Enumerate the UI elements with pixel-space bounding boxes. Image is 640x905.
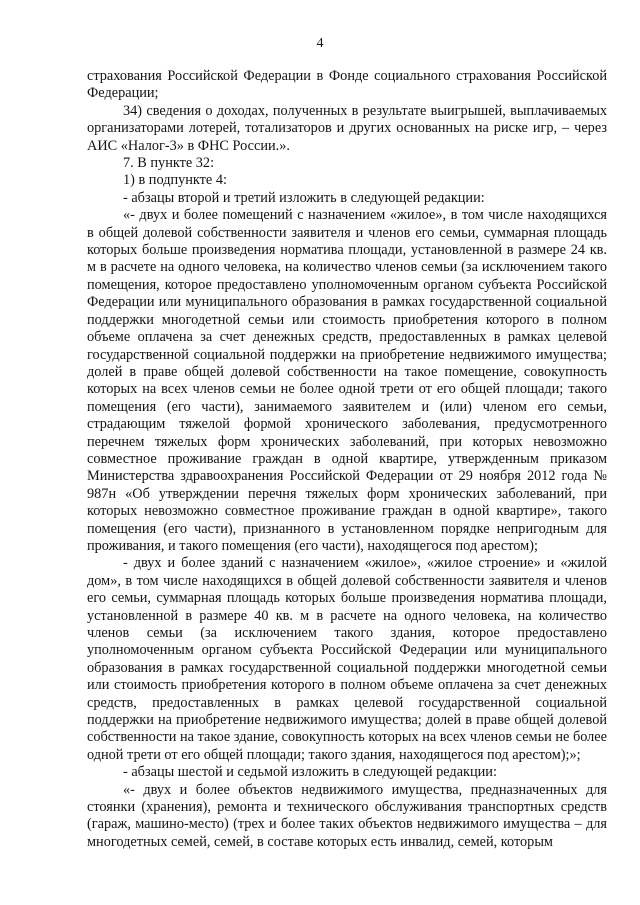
paragraph: 34) сведения о доходах, полученных в результате выигрышей, выплачиваемых организаторами лотерей, тотализаторов и других основанных на риске игр, – через АИС «Налог-3» в ФНС России.». (87, 102, 607, 154)
paragraph: - абзацы второй и третий изложить в следующей редакции: (123, 189, 485, 206)
paragraph: 7. В пункте 32: (123, 155, 215, 172)
paragraph: - двух и более зданий с назначением «жилое», «жилое строение» и «жилой дом», в том числе находящихся в общей долевой собственности заявителя и членов его семьи, суммарная площадь которых больше произведения норматива площади, установленной в размере 40 кв. м в расчете на одного человека, на количество членов семьи (за исключением такого здания, которое предоставлено уполномоченным органом субъекта Российской Федерации или муниципального образования в рамках государственной социальной поддержки многодетной семьи или стоимость приобретения которого в полном объеме оплачена за счет денежных средств, предоставленных в рамках целевой государственной социальной поддержки на приобретение недвижимого имущества; долей в праве общей долевой собственности на такое здание, совокупность которых на всех членов семьи не более одной трети от его общей площади; такого здания, находящегося под арестом);»; (87, 555, 607, 763)
paragraph: 1) в подпункте 4: (123, 172, 227, 189)
paragraph: «- двух и более объектов недвижимого имущества, предназначенных для стоянки (хранения), ремонта и технического обслуживания транспортных средств (гараж, машино-место) (трех и более таких объектов недвижимого имущества – для многодетных семей, семей, в составе которых есть инвалид, семей, которым (87, 781, 607, 850)
paragraph: страхования Российской Федерации в Фонде социального страхования Российской Федерации; (87, 68, 607, 102)
paragraph: - абзацы шестой и седьмой изложить в следующей редакции: (123, 764, 497, 781)
paragraph: «- двух и более помещений с назначением «жилое», в том числе находящихся в общей долевой собственности заявителя и членов его семьи, суммарная площадь которых больше произведения норматива площади, установленной в размере 24 кв. м в расчете на одного человека, на количество членов семьи (за исключением такого помещения, которое предоставлено уполномоченным органом субъекта Российской Федерации или муниципального образования в рамках государственной социальной поддержки многодетной семьи или стоимость приобретения которого в полном объеме оплачена за счет денежных средств, предоставленных в рамках целевой государственной социальной поддержки на приобретение недвижимого имущества; долей в праве общей долевой собственности на такое помещение, совокупность которых на всех членов семьи не более одной трети от его общей площади; такого помещения (его части), занимаемого заявителем и (или) членом его семьи, страдающим тяжелой формой хронического заболевания, предусмотренного перечнем тяжелых форм хронических заболеваний, при которых невозможно совместное проживание граждан в одной квартире, утвержденным приказом Министерства здравоохранения Российской Федерации от 29 ноября 2012 года № 987н «Об утверждении перечня тяжелых форм хронических заболеваний, при которых невозможно совместное проживание граждан в одной квартире», такого помещения (его части), признанного в установленном порядке непригодным для проживания, и такого помещения (его части), находящегося под арестом); (87, 207, 607, 554)
document-body (87, 68, 607, 851)
page-number: 4 (316, 36, 324, 51)
